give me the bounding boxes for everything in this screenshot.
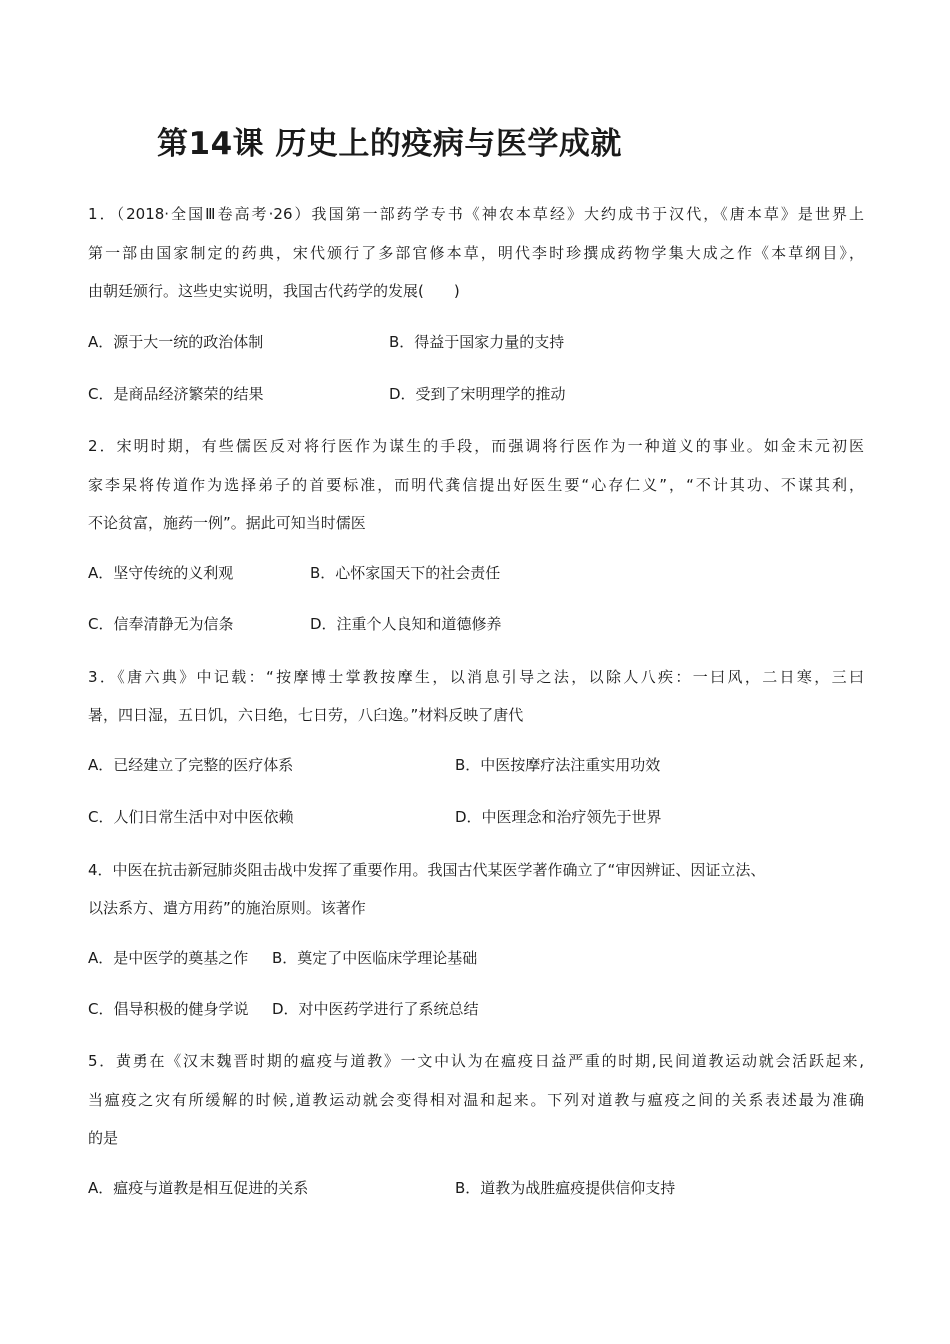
question-2-line-1: 2．宋明时期，有些儒医反对将行医作为谋生的手段，而强调将行医作为一种道义的事业。如金末元初医 <box>88 437 864 455</box>
question-3-line-1: 3．《唐六典》中记载：“按摩博士掌教按摩生，以消息引导之法，以除人八疾：一曰风，二日寒，三曰 <box>88 668 864 686</box>
question-1-option-a[interactable]: A．源于大一统的政治体制 <box>88 333 264 351</box>
question-2-option-d[interactable]: D．注重个人良知和道德修养 <box>310 615 502 633</box>
question-1-option-c[interactable]: C．是商品经济繁荣的结果 <box>88 385 264 403</box>
question-4-option-c[interactable]: C．倡导积极的健身学说 <box>88 1000 249 1018</box>
page-title: 第14课 历史上的疫病与医学成就 <box>157 126 622 162</box>
question-5-option-a[interactable]: A．瘟疫与道教是相互促进的关系 <box>88 1179 309 1197</box>
question-4-option-b[interactable]: B．奠定了中医临床学理论基础 <box>272 949 478 967</box>
question-5-line-3: 的是 <box>88 1129 119 1147</box>
question-1-line-1: 1．（2018·全国Ⅲ卷高考·26）我国第一部药学专书《神农本草经》大约成书于汉代，《唐本草》是世界上 <box>88 205 864 223</box>
question-4-line-1: 4．中医在抗击新冠肺炎阻击战中发挥了重要作用。我国古代某医学著作确立了“审因辨证、因证立法、 <box>88 861 766 879</box>
question-2-line-2: 家李杲将传道作为选择弟子的首要标准，而明代龚信提出好医生要“心存仁义”，“不计其功、不谋其利， <box>88 476 864 494</box>
question-2-option-c[interactable]: C．信奉清静无为信条 <box>88 615 234 633</box>
question-4-line-2: 以法系方、遣方用药”的施治原则。该著作 <box>88 899 366 917</box>
question-1-option-b[interactable]: B．得益于国家力量的支持 <box>389 333 565 351</box>
question-5-line-2: 当瘟疫之灾有所缓解的时候,道教运动就会变得相对温和起来。下列对道教与瘟疫之间的关系表述最为准确 <box>88 1091 864 1109</box>
question-2-line-3: 不论贫富，施药一例”。据此可知当时儒医 <box>88 514 366 532</box>
question-3-line-2: 暑，四日湿，五日饥，六日绝，七日劳，八臼逸。”材料反映了唐代 <box>88 706 524 724</box>
question-2-option-a[interactable]: A．坚守传统的义利观 <box>88 564 234 582</box>
question-2-option-b[interactable]: B．心怀家国天下的社会责任 <box>310 564 501 582</box>
question-5-line-1: 5．黄勇在《汉末魏晋时期的瘟疫与道教》一文中认为在瘟疫日益严重的时期,民间道教运动就会活跃起来, <box>88 1052 864 1070</box>
question-4-option-a[interactable]: A．是中医学的奠基之作 <box>88 949 249 967</box>
question-1-line-3: 由朝廷颁行。这些史实说明，我国古代药学的发展( ) <box>88 282 460 300</box>
question-1-option-d[interactable]: D．受到了宋明理学的推动 <box>389 385 566 403</box>
question-3-option-d[interactable]: D．中医理念和治疗领先于世界 <box>455 808 662 826</box>
question-3-option-b[interactable]: B．中医按摩疗法注重实用功效 <box>455 756 661 774</box>
question-3-option-c[interactable]: C．人们日常生活中对中医依赖 <box>88 808 294 826</box>
question-4-option-d[interactable]: D．对中医药学进行了系统总结 <box>272 1000 479 1018</box>
question-1-line-2: 第一部由国家制定的药典，宋代颁行了多部官修本草，明代李时珍撰成药物学集大成之作《本草纲目》， <box>88 244 864 262</box>
question-5-option-b[interactable]: B．道教为战胜瘟疫提供信仰支持 <box>455 1179 676 1197</box>
question-3-option-a[interactable]: A．已经建立了完整的医疗体系 <box>88 756 294 774</box>
